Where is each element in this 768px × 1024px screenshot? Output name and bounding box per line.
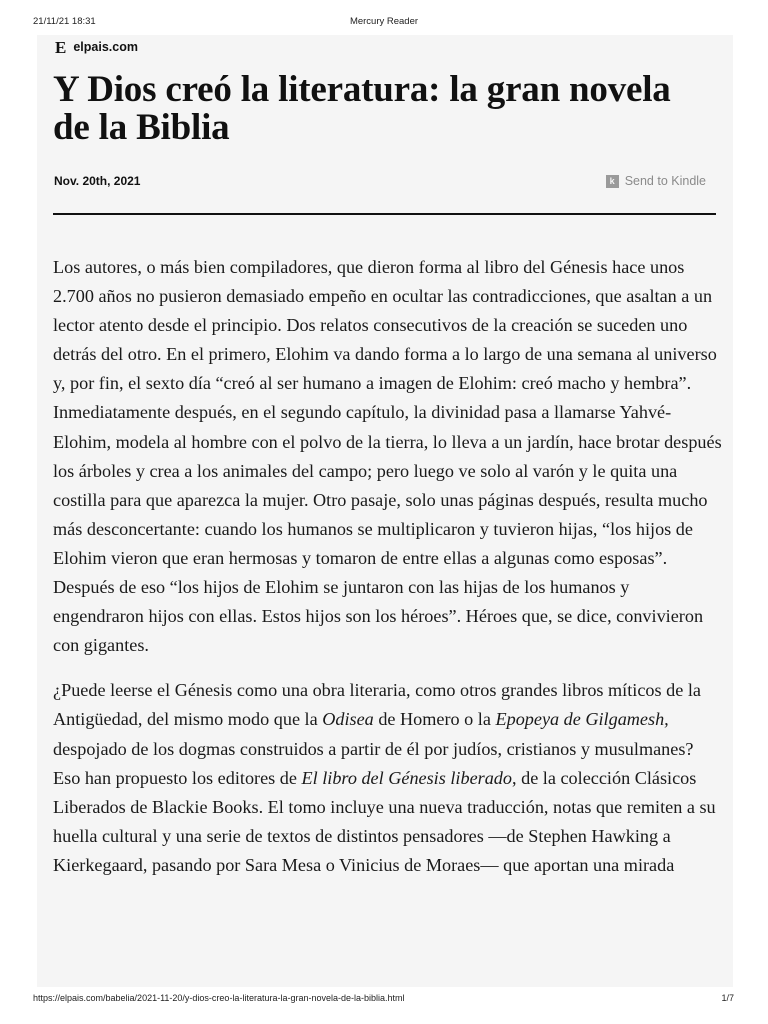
book-title-gilgamesh: Epopeya de Gilgamesh, <box>495 709 669 730</box>
article-body <box>53 253 723 896</box>
article-date: Nov. 20th, 2021 <box>54 174 141 188</box>
paragraph-text: despojado de los dogmas construidos a partir de él por judíos, cristianos y musulmanes? Eso han propuesto los editores de <box>53 738 694 788</box>
book-title-odisea: Odisea <box>322 709 374 730</box>
article-title: Y Dios creó la literatura: la gran novela de la Biblia <box>53 69 671 148</box>
paragraph-text: ¿Puede leerse el Génesis como una obra literaria, como otros grandes libros míticos de la Antigüedad, del mismo modo que la <box>53 680 701 730</box>
print-datetime: 21/11/21 18:31 <box>33 16 96 27</box>
paragraph-text: , de la colección Clásicos Liberados de Blackie Books. El tomo incluye una nueva traducción, notas que remiten a su huella cultural y una serie de textos de distintos pensadores —de Stephen Hawking a Kierkegaard, pasando por Sara Mesa o Vinicius de Moraes— que aportan una mirada <box>53 767 716 875</box>
print-header <box>0 16 768 30</box>
page-number: 1/7 <box>721 993 734 1003</box>
kindle-icon: k <box>606 175 619 188</box>
article-paragraph <box>53 676 723 880</box>
source-domain: elpais.com <box>73 40 138 54</box>
book-title-genesis-liberado: El libro del Génesis liberado <box>301 767 512 788</box>
print-url: https://elpais.com/babelia/2021-11-20/y-dios-creo-la-literatura-la-gran-novela-de-la-biblia.html <box>33 993 405 1003</box>
source-link[interactable] <box>55 38 138 56</box>
print-footer <box>0 993 768 1007</box>
send-to-kindle-label: Send to Kindle <box>624 174 706 188</box>
article-paragraph: Los autores, o más bien compiladores, que dieron forma al libro del Génesis hace unos 2.700 años no pusieron demasiado empeño en ocultar las contradicciones, que asaltan a un lector atento desde el principio. Dos relatos consecutivos de la creación se suceden uno detrás del otro. En el primero, Elohim va dando forma a lo largo de una semana al universo y, por fin, el sexto día “creó al ser humano a imagen de Elohim: creó macho y hembra”. Inmediatamente después, en el segundo capítulo, la divinidad pasa a llamarse Yahvé-Elohim, modela al hombre con el polvo de la tierra, lo lleva a un jardín, hace brotar después los árboles y crea a los animales del campo; pero luego ve solo al varón y le quita una costilla para que aparezca la mujer. Otro pasaje, solo unas páginas después, resulta mucho más desconcertante: cuando los humanos se multiplicaron y tuvieron hijas, “los hijos de Elohim vieron que eran hermosas y tomaron de entre ellas a algunas como esposas”. Después de eso “los hijos de Elohim se juntaron con las hijas de los humanos y engendraron hijos con ellas. Estos hijos son los héroes”. Héroes que, se dice, convivieron con gigantes. <box>53 257 722 656</box>
paragraph-text: de Homero o la <box>373 709 496 730</box>
elpais-logo-icon: E <box>55 37 67 57</box>
article-sheet <box>37 35 733 987</box>
print-app-title: Mercury Reader <box>349 16 419 27</box>
send-to-kindle-button[interactable] <box>606 174 706 188</box>
title-divider <box>53 213 716 215</box>
